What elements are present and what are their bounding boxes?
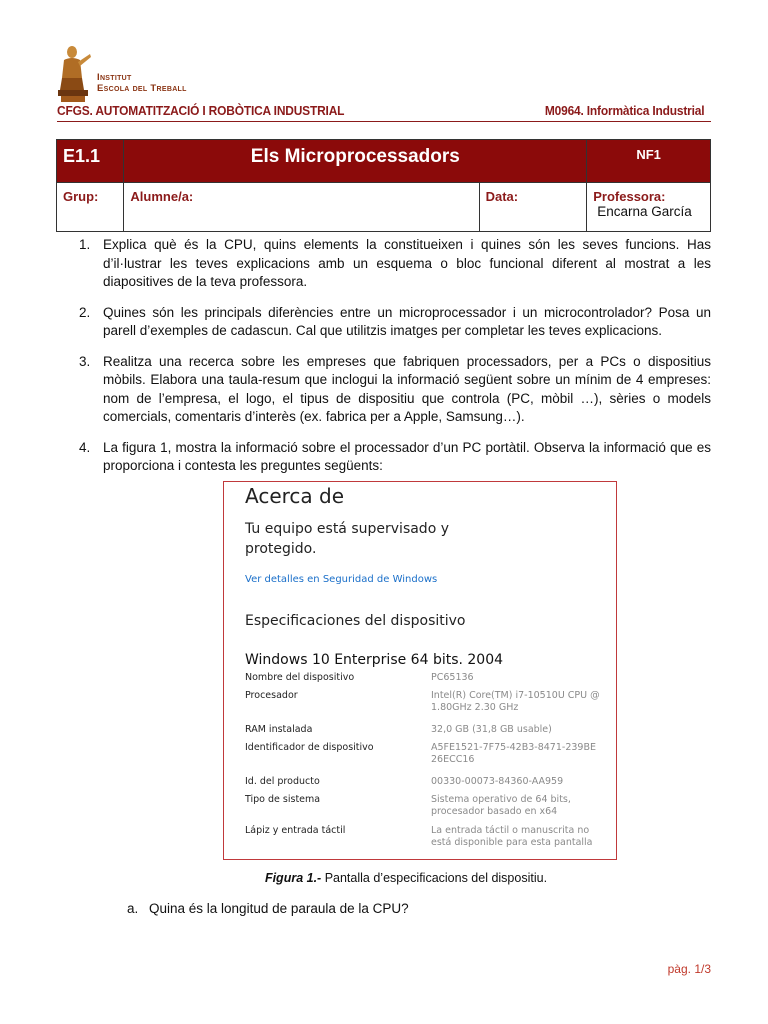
module-title: M0964. Informàtica Industrial <box>544 103 704 118</box>
spec-label: Lápiz y entrada táctil <box>245 825 346 836</box>
spec-value: Sistema operativo de 64 bits, procesador basado en x64 <box>431 794 571 817</box>
question-number: 1. <box>79 237 91 252</box>
grup-label: Grup: <box>63 189 99 204</box>
professora-name: Encarna García <box>597 204 692 219</box>
question-number: 4. <box>79 439 91 455</box>
question-number: 2. <box>79 304 91 320</box>
exercise-code: E1.1 <box>57 140 124 183</box>
question-item <box>76 353 711 427</box>
question-text: La figura 1, mostra la informació sobre el processador d’un PC portàtil. Observa la informació que es proporciona i contesta les preguntes següents: <box>103 439 711 473</box>
figure-caption <box>0 871 768 885</box>
page-number: pàg. 1/3 <box>667 962 711 976</box>
specs-heading: Especificaciones del dispositivo <box>245 613 466 629</box>
security-details-link[interactable]: Ver detalles en Seguridad de Windows <box>245 574 438 585</box>
spec-label: Nombre del dispositivo <box>245 672 355 683</box>
device-specs-figure <box>223 481 617 860</box>
data-cell[interactable] <box>479 183 587 232</box>
spec-label: Tipo de sistema <box>245 794 321 805</box>
logo-text <box>97 72 187 94</box>
spec-value: La entrada táctil o manuscrita no está disponible para esta pantalla <box>431 825 593 848</box>
spec-label: RAM instalada <box>245 724 313 735</box>
spec-value: PC65136 <box>431 672 474 683</box>
question-text: Quines són les principals diferències entre un microprocessador i un microcontrolador? Posa un parell d’exemples de cadascun. Cal que utilitzis imatges per completar les teves explicacions. <box>103 304 711 338</box>
sub-question-letter: a. <box>127 901 139 916</box>
question-item <box>76 439 711 476</box>
header-divider <box>57 121 711 122</box>
logo-line-1: Institut <box>97 72 132 83</box>
question-text: Realitza una recerca sobre les empreses que fabriquen processadors, per a PCs o dispositius mòbils. Elabora una taula-resum que inclogui la informació següent sobre un mínim de 4 empreses: nom de l’empresa, el logo, el tipus de dispositiu que controla (PC, mòbil …), sèries o models comercials, comentaris d’interès (ex. fabrica per a Apple, Samsung…). <box>103 353 711 424</box>
nf-code: NF1 <box>587 140 711 183</box>
question-text: Explica què és la CPU, quins elements la constitueixen i quines són les seves funcions. Has d’il·lustrar les teves explicacions amb un esquema o bloc funcional diferent al mostrat a les diapositives de la teva professora. <box>103 237 711 289</box>
course-title: CFGS. AUTOMATITZACIÓ I ROBÒTICA INDUSTRIAL <box>57 103 345 118</box>
caption-label: Figura 1.- <box>264 871 322 885</box>
data-label: Data: <box>485 189 519 204</box>
spec-label: Identificador de dispositivo <box>245 742 374 753</box>
figure-subtitle: Tu equipo está supervisado y protegido. <box>245 521 449 557</box>
caption-text: Pantalla d’especificacions del dispositiu. <box>321 871 548 885</box>
spec-value: 32,0 GB (31,8 GB usable) <box>431 724 552 735</box>
spec-value: 00330-00073-84360-AA959 <box>431 776 564 787</box>
alumne-label: Alumne/a: <box>130 189 194 204</box>
sub-question <box>127 901 409 916</box>
statue-logo-icon <box>58 44 98 106</box>
logo-line-2: Escola del Treball <box>97 83 187 94</box>
sub-question-text: Quina és la longitud de paraula de la CPU? <box>149 901 409 916</box>
figure-title: Acerca de <box>245 484 345 508</box>
exercise-title: Els Microprocessadors <box>124 140 587 183</box>
grup-cell[interactable] <box>57 183 124 232</box>
professora-cell <box>587 183 711 232</box>
alumne-cell[interactable] <box>124 183 479 232</box>
windows-edition: Windows 10 Enterprise 64 bits. 2004 <box>245 652 504 668</box>
spec-label: Procesador <box>245 690 298 701</box>
question-item <box>76 236 711 292</box>
exercise-info-table <box>56 139 711 232</box>
question-item <box>76 304 711 341</box>
professora-label: Professora: <box>593 189 666 204</box>
spec-label: Id. del producto <box>245 776 320 787</box>
question-list <box>76 236 711 488</box>
question-number: 3. <box>79 353 91 369</box>
spec-value: Intel(R) Core(TM) i7-10510U CPU @ 1.80GHz 2.30 GHz <box>431 690 600 713</box>
spec-value: A5FE1521-7F75-42B3-8471-239BE 26ECC16 <box>431 742 596 765</box>
